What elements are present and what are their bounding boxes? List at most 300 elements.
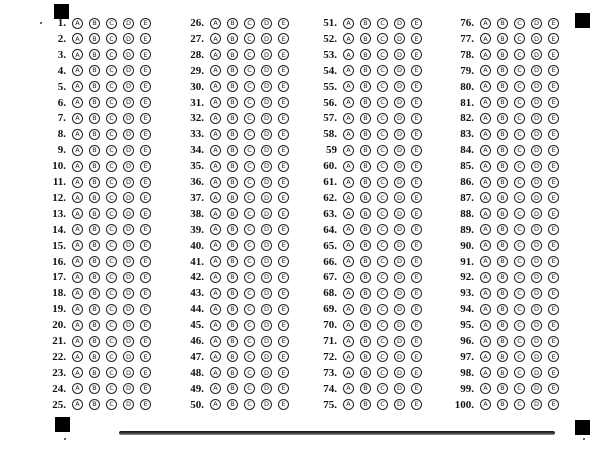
answer-bubble-e[interactable]: E <box>548 320 559 331</box>
answer-bubble-a[interactable]: A <box>343 272 354 283</box>
answer-bubble-a[interactable]: A <box>210 367 221 378</box>
answer-bubble-e[interactable]: E <box>411 256 422 267</box>
answer-bubble-b[interactable]: B <box>89 240 100 251</box>
answer-bubble-b[interactable]: B <box>89 145 100 156</box>
answer-bubble-a[interactable]: A <box>480 97 491 108</box>
answer-bubble-c[interactable]: C <box>244 208 255 219</box>
answer-bubble-d[interactable]: D <box>123 65 134 76</box>
answer-bubble-a[interactable]: A <box>480 161 491 172</box>
answer-bubble-b[interactable]: B <box>497 399 508 410</box>
answer-bubble-b[interactable]: B <box>227 129 238 140</box>
answer-bubble-b[interactable]: B <box>89 399 100 410</box>
answer-bubble-c[interactable]: C <box>514 208 525 219</box>
answer-bubble-a[interactable]: A <box>480 49 491 60</box>
answer-bubble-d[interactable]: D <box>531 177 542 188</box>
answer-bubble-d[interactable]: D <box>394 208 405 219</box>
answer-bubble-e[interactable]: E <box>411 113 422 124</box>
answer-bubble-b[interactable]: B <box>227 367 238 378</box>
answer-bubble-c[interactable]: C <box>377 320 388 331</box>
answer-bubble-b[interactable]: B <box>227 288 238 299</box>
answer-bubble-a[interactable]: A <box>210 49 221 60</box>
answer-bubble-d[interactable]: D <box>531 192 542 203</box>
answer-bubble-a[interactable]: A <box>72 272 83 283</box>
answer-bubble-c[interactable]: C <box>514 399 525 410</box>
answer-bubble-e[interactable]: E <box>140 383 151 394</box>
answer-bubble-e[interactable]: E <box>548 161 559 172</box>
answer-bubble-a[interactable]: A <box>343 304 354 315</box>
answer-bubble-e[interactable]: E <box>411 97 422 108</box>
answer-bubble-b[interactable]: B <box>227 320 238 331</box>
answer-bubble-d[interactable]: D <box>123 161 134 172</box>
answer-bubble-d[interactable]: D <box>261 81 272 92</box>
answer-bubble-e[interactable]: E <box>411 240 422 251</box>
answer-bubble-d[interactable]: D <box>531 129 542 140</box>
answer-bubble-c[interactable]: C <box>106 240 117 251</box>
answer-bubble-b[interactable]: B <box>89 18 100 29</box>
answer-bubble-c[interactable]: C <box>106 81 117 92</box>
answer-bubble-a[interactable]: A <box>72 161 83 172</box>
answer-bubble-d[interactable]: D <box>123 113 134 124</box>
answer-bubble-d[interactable]: D <box>123 177 134 188</box>
answer-bubble-d[interactable]: D <box>261 33 272 44</box>
answer-bubble-c[interactable]: C <box>106 177 117 188</box>
answer-bubble-d[interactable]: D <box>261 192 272 203</box>
answer-bubble-a[interactable]: A <box>343 288 354 299</box>
answer-bubble-a[interactable]: A <box>343 161 354 172</box>
answer-bubble-b[interactable]: B <box>360 192 371 203</box>
answer-bubble-d[interactable]: D <box>123 49 134 60</box>
answer-bubble-b[interactable]: B <box>497 224 508 235</box>
answer-bubble-e[interactable]: E <box>548 256 559 267</box>
answer-bubble-c[interactable]: C <box>106 336 117 347</box>
answer-bubble-d[interactable]: D <box>531 272 542 283</box>
answer-bubble-d[interactable]: D <box>261 49 272 60</box>
answer-bubble-b[interactable]: B <box>89 288 100 299</box>
answer-bubble-e[interactable]: E <box>140 97 151 108</box>
answer-bubble-e[interactable]: E <box>548 304 559 315</box>
answer-bubble-a[interactable]: A <box>480 383 491 394</box>
answer-bubble-a[interactable]: A <box>343 192 354 203</box>
answer-bubble-e[interactable]: E <box>278 81 289 92</box>
answer-bubble-d[interactable]: D <box>531 224 542 235</box>
answer-bubble-b[interactable]: B <box>497 288 508 299</box>
answer-bubble-e[interactable]: E <box>278 399 289 410</box>
answer-bubble-b[interactable]: B <box>497 65 508 76</box>
answer-bubble-d[interactable]: D <box>394 351 405 362</box>
answer-bubble-e[interactable]: E <box>411 351 422 362</box>
answer-bubble-c[interactable]: C <box>514 272 525 283</box>
answer-bubble-c[interactable]: C <box>514 97 525 108</box>
answer-bubble-c[interactable]: C <box>244 129 255 140</box>
answer-bubble-c[interactable]: C <box>514 65 525 76</box>
answer-bubble-d[interactable]: D <box>261 256 272 267</box>
answer-bubble-b[interactable]: B <box>227 383 238 394</box>
answer-bubble-e[interactable]: E <box>278 49 289 60</box>
answer-bubble-d[interactable]: D <box>531 81 542 92</box>
answer-bubble-a[interactable]: A <box>210 208 221 219</box>
answer-bubble-d[interactable]: D <box>394 49 405 60</box>
answer-bubble-e[interactable]: E <box>548 208 559 219</box>
answer-bubble-c[interactable]: C <box>244 81 255 92</box>
answer-bubble-d[interactable]: D <box>394 97 405 108</box>
answer-bubble-c[interactable]: C <box>514 161 525 172</box>
answer-bubble-b[interactable]: B <box>497 383 508 394</box>
answer-bubble-c[interactable]: C <box>377 161 388 172</box>
answer-bubble-b[interactable]: B <box>360 351 371 362</box>
answer-bubble-e[interactable]: E <box>140 224 151 235</box>
answer-bubble-e[interactable]: E <box>548 65 559 76</box>
answer-bubble-e[interactable]: E <box>140 208 151 219</box>
answer-bubble-a[interactable]: A <box>210 65 221 76</box>
answer-bubble-a[interactable]: A <box>72 49 83 60</box>
answer-bubble-c[interactable]: C <box>514 145 525 156</box>
answer-bubble-a[interactable]: A <box>210 272 221 283</box>
answer-bubble-a[interactable]: A <box>72 18 83 29</box>
answer-bubble-c[interactable]: C <box>244 192 255 203</box>
answer-bubble-a[interactable]: A <box>480 367 491 378</box>
answer-bubble-b[interactable]: B <box>89 33 100 44</box>
answer-bubble-c[interactable]: C <box>244 97 255 108</box>
answer-bubble-e[interactable]: E <box>140 33 151 44</box>
answer-bubble-a[interactable]: A <box>72 336 83 347</box>
answer-bubble-e[interactable]: E <box>548 33 559 44</box>
answer-bubble-c[interactable]: C <box>377 97 388 108</box>
answer-bubble-a[interactable]: A <box>480 272 491 283</box>
answer-bubble-e[interactable]: E <box>548 177 559 188</box>
answer-bubble-c[interactable]: C <box>106 113 117 124</box>
answer-bubble-b[interactable]: B <box>89 192 100 203</box>
answer-bubble-b[interactable]: B <box>227 145 238 156</box>
answer-bubble-b[interactable]: B <box>497 145 508 156</box>
answer-bubble-d[interactable]: D <box>394 113 405 124</box>
answer-bubble-d[interactable]: D <box>123 399 134 410</box>
answer-bubble-c[interactable]: C <box>244 18 255 29</box>
answer-bubble-a[interactable]: A <box>343 33 354 44</box>
answer-bubble-a[interactable]: A <box>210 97 221 108</box>
answer-bubble-c[interactable]: C <box>244 113 255 124</box>
answer-bubble-a[interactable]: A <box>72 383 83 394</box>
answer-bubble-c[interactable]: C <box>377 33 388 44</box>
answer-bubble-e[interactable]: E <box>411 33 422 44</box>
answer-bubble-c[interactable]: C <box>377 240 388 251</box>
answer-bubble-e[interactable]: E <box>278 18 289 29</box>
answer-bubble-e[interactable]: E <box>411 161 422 172</box>
answer-bubble-e[interactable]: E <box>140 192 151 203</box>
answer-bubble-e[interactable]: E <box>411 18 422 29</box>
answer-bubble-e[interactable]: E <box>278 65 289 76</box>
answer-bubble-e[interactable]: E <box>411 367 422 378</box>
answer-bubble-e[interactable]: E <box>411 192 422 203</box>
answer-bubble-e[interactable]: E <box>140 320 151 331</box>
answer-bubble-b[interactable]: B <box>89 49 100 60</box>
answer-bubble-d[interactable]: D <box>531 367 542 378</box>
answer-bubble-e[interactable]: E <box>140 177 151 188</box>
answer-bubble-d[interactable]: D <box>261 145 272 156</box>
answer-bubble-d[interactable]: D <box>531 399 542 410</box>
answer-bubble-a[interactable]: A <box>343 129 354 140</box>
answer-bubble-e[interactable]: E <box>278 367 289 378</box>
answer-bubble-d[interactable]: D <box>123 208 134 219</box>
answer-bubble-c[interactable]: C <box>377 224 388 235</box>
answer-bubble-c[interactable]: C <box>244 65 255 76</box>
answer-bubble-c[interactable]: C <box>377 256 388 267</box>
answer-bubble-c[interactable]: C <box>106 49 117 60</box>
answer-bubble-c[interactable]: C <box>106 145 117 156</box>
answer-bubble-a[interactable]: A <box>72 145 83 156</box>
answer-bubble-b[interactable]: B <box>89 351 100 362</box>
answer-bubble-e[interactable]: E <box>140 240 151 251</box>
answer-bubble-d[interactable]: D <box>394 33 405 44</box>
answer-bubble-e[interactable]: E <box>278 383 289 394</box>
answer-bubble-e[interactable]: E <box>278 256 289 267</box>
answer-bubble-e[interactable]: E <box>411 65 422 76</box>
answer-bubble-e[interactable]: E <box>411 272 422 283</box>
answer-bubble-d[interactable]: D <box>531 161 542 172</box>
answer-bubble-c[interactable]: C <box>244 33 255 44</box>
answer-bubble-a[interactable]: A <box>480 336 491 347</box>
answer-bubble-a[interactable]: A <box>210 177 221 188</box>
answer-bubble-b[interactable]: B <box>360 272 371 283</box>
answer-bubble-c[interactable]: C <box>106 224 117 235</box>
answer-bubble-d[interactable]: D <box>394 320 405 331</box>
answer-bubble-a[interactable]: A <box>480 65 491 76</box>
answer-bubble-e[interactable]: E <box>278 177 289 188</box>
answer-bubble-b[interactable]: B <box>227 208 238 219</box>
answer-bubble-d[interactable]: D <box>394 192 405 203</box>
answer-bubble-b[interactable]: B <box>360 336 371 347</box>
answer-bubble-a[interactable]: A <box>343 351 354 362</box>
answer-bubble-e[interactable]: E <box>278 224 289 235</box>
answer-bubble-b[interactable]: B <box>227 33 238 44</box>
answer-bubble-c[interactable]: C <box>244 256 255 267</box>
answer-bubble-b[interactable]: B <box>227 161 238 172</box>
answer-bubble-d[interactable]: D <box>123 33 134 44</box>
answer-bubble-b[interactable]: B <box>360 97 371 108</box>
answer-bubble-d[interactable]: D <box>531 256 542 267</box>
answer-bubble-b[interactable]: B <box>497 272 508 283</box>
answer-bubble-a[interactable]: A <box>210 383 221 394</box>
answer-bubble-e[interactable]: E <box>548 224 559 235</box>
answer-bubble-b[interactable]: B <box>360 399 371 410</box>
answer-bubble-b[interactable]: B <box>89 383 100 394</box>
answer-bubble-d[interactable]: D <box>394 399 405 410</box>
answer-bubble-e[interactable]: E <box>411 129 422 140</box>
answer-bubble-b[interactable]: B <box>497 81 508 92</box>
answer-bubble-a[interactable]: A <box>210 129 221 140</box>
answer-bubble-b[interactable]: B <box>227 81 238 92</box>
answer-bubble-c[interactable]: C <box>377 177 388 188</box>
answer-bubble-e[interactable]: E <box>140 351 151 362</box>
answer-bubble-e[interactable]: E <box>278 161 289 172</box>
answer-bubble-e[interactable]: E <box>140 145 151 156</box>
answer-bubble-b[interactable]: B <box>497 320 508 331</box>
answer-bubble-e[interactable]: E <box>411 399 422 410</box>
answer-bubble-d[interactable]: D <box>123 129 134 140</box>
answer-bubble-e[interactable]: E <box>278 129 289 140</box>
answer-bubble-b[interactable]: B <box>227 192 238 203</box>
answer-bubble-a[interactable]: A <box>210 288 221 299</box>
answer-bubble-d[interactable]: D <box>531 145 542 156</box>
answer-bubble-a[interactable]: A <box>210 256 221 267</box>
answer-bubble-a[interactable]: A <box>343 113 354 124</box>
answer-bubble-b[interactable]: B <box>497 256 508 267</box>
answer-bubble-b[interactable]: B <box>227 272 238 283</box>
answer-bubble-b[interactable]: B <box>89 177 100 188</box>
answer-bubble-b[interactable]: B <box>497 304 508 315</box>
answer-bubble-a[interactable]: A <box>210 320 221 331</box>
answer-bubble-e[interactable]: E <box>278 145 289 156</box>
answer-bubble-a[interactable]: A <box>210 192 221 203</box>
answer-bubble-a[interactable]: A <box>210 240 221 251</box>
answer-bubble-a[interactable]: A <box>343 224 354 235</box>
answer-bubble-c[interactable]: C <box>377 145 388 156</box>
answer-bubble-a[interactable]: A <box>72 240 83 251</box>
answer-bubble-c[interactable]: C <box>377 272 388 283</box>
answer-bubble-a[interactable]: A <box>343 336 354 347</box>
answer-bubble-d[interactable]: D <box>261 208 272 219</box>
answer-bubble-c[interactable]: C <box>244 367 255 378</box>
answer-bubble-b[interactable]: B <box>497 113 508 124</box>
answer-bubble-b[interactable]: B <box>360 113 371 124</box>
answer-bubble-c[interactable]: C <box>514 177 525 188</box>
answer-bubble-a[interactable]: A <box>343 383 354 394</box>
answer-bubble-d[interactable]: D <box>394 304 405 315</box>
answer-bubble-a[interactable]: A <box>480 351 491 362</box>
answer-bubble-d[interactable]: D <box>261 161 272 172</box>
answer-bubble-c[interactable]: C <box>377 65 388 76</box>
answer-bubble-d[interactable]: D <box>123 240 134 251</box>
answer-bubble-e[interactable]: E <box>411 145 422 156</box>
answer-bubble-a[interactable]: A <box>480 81 491 92</box>
answer-bubble-e[interactable]: E <box>278 113 289 124</box>
answer-bubble-b[interactable]: B <box>360 383 371 394</box>
answer-bubble-c[interactable]: C <box>377 129 388 140</box>
answer-bubble-d[interactable]: D <box>261 399 272 410</box>
answer-bubble-b[interactable]: B <box>89 113 100 124</box>
answer-bubble-e[interactable]: E <box>548 145 559 156</box>
answer-bubble-e[interactable]: E <box>411 224 422 235</box>
answer-bubble-d[interactable]: D <box>531 113 542 124</box>
answer-bubble-d[interactable]: D <box>394 18 405 29</box>
answer-bubble-a[interactable]: A <box>480 224 491 235</box>
answer-bubble-a[interactable]: A <box>72 208 83 219</box>
answer-bubble-a[interactable]: A <box>72 81 83 92</box>
answer-bubble-c[interactable]: C <box>377 336 388 347</box>
answer-bubble-a[interactable]: A <box>210 351 221 362</box>
answer-bubble-a[interactable]: A <box>72 177 83 188</box>
answer-bubble-e[interactable]: E <box>278 208 289 219</box>
answer-bubble-b[interactable]: B <box>227 113 238 124</box>
answer-bubble-c[interactable]: C <box>377 113 388 124</box>
answer-bubble-d[interactable]: D <box>394 272 405 283</box>
answer-bubble-c[interactable]: C <box>514 81 525 92</box>
answer-bubble-c[interactable]: C <box>244 383 255 394</box>
answer-bubble-c[interactable]: C <box>514 320 525 331</box>
answer-bubble-d[interactable]: D <box>123 367 134 378</box>
answer-bubble-b[interactable]: B <box>360 240 371 251</box>
answer-bubble-d[interactable]: D <box>123 18 134 29</box>
answer-bubble-a[interactable]: A <box>72 129 83 140</box>
answer-bubble-c[interactable]: C <box>514 192 525 203</box>
answer-bubble-b[interactable]: B <box>227 351 238 362</box>
answer-bubble-c[interactable]: C <box>244 145 255 156</box>
answer-bubble-b[interactable]: B <box>89 81 100 92</box>
answer-bubble-b[interactable]: B <box>227 256 238 267</box>
answer-bubble-b[interactable]: B <box>227 336 238 347</box>
answer-bubble-b[interactable]: B <box>360 304 371 315</box>
answer-bubble-e[interactable]: E <box>411 320 422 331</box>
answer-bubble-e[interactable]: E <box>140 113 151 124</box>
answer-bubble-a[interactable]: A <box>480 399 491 410</box>
answer-bubble-c[interactable]: C <box>514 129 525 140</box>
answer-bubble-c[interactable]: C <box>514 224 525 235</box>
answer-bubble-e[interactable]: E <box>548 192 559 203</box>
answer-bubble-b[interactable]: B <box>497 208 508 219</box>
answer-bubble-d[interactable]: D <box>531 320 542 331</box>
answer-bubble-b[interactable]: B <box>89 304 100 315</box>
answer-bubble-e[interactable]: E <box>411 383 422 394</box>
answer-bubble-b[interactable]: B <box>227 65 238 76</box>
answer-bubble-c[interactable]: C <box>106 399 117 410</box>
answer-bubble-b[interactable]: B <box>360 256 371 267</box>
answer-bubble-b[interactable]: B <box>360 208 371 219</box>
answer-bubble-c[interactable]: C <box>244 240 255 251</box>
answer-bubble-c[interactable]: C <box>106 208 117 219</box>
answer-bubble-a[interactable]: A <box>210 336 221 347</box>
answer-bubble-a[interactable]: A <box>210 161 221 172</box>
answer-bubble-b[interactable]: B <box>89 256 100 267</box>
answer-bubble-b[interactable]: B <box>497 351 508 362</box>
answer-bubble-c[interactable]: C <box>106 161 117 172</box>
answer-bubble-e[interactable]: E <box>140 367 151 378</box>
answer-bubble-d[interactable]: D <box>123 224 134 235</box>
answer-bubble-a[interactable]: A <box>480 33 491 44</box>
answer-bubble-a[interactable]: A <box>72 33 83 44</box>
answer-bubble-b[interactable]: B <box>227 240 238 251</box>
answer-bubble-a[interactable]: A <box>480 288 491 299</box>
answer-bubble-b[interactable]: B <box>227 49 238 60</box>
answer-bubble-c[interactable]: C <box>377 49 388 60</box>
answer-bubble-d[interactable]: D <box>123 336 134 347</box>
answer-bubble-c[interactable]: C <box>377 399 388 410</box>
answer-bubble-c[interactable]: C <box>244 272 255 283</box>
answer-bubble-b[interactable]: B <box>227 97 238 108</box>
answer-bubble-c[interactable]: C <box>106 18 117 29</box>
answer-bubble-d[interactable]: D <box>261 288 272 299</box>
answer-bubble-a[interactable]: A <box>72 399 83 410</box>
answer-bubble-d[interactable]: D <box>261 367 272 378</box>
answer-bubble-b[interactable]: B <box>227 177 238 188</box>
answer-bubble-b[interactable]: B <box>89 129 100 140</box>
answer-bubble-c[interactable]: C <box>377 208 388 219</box>
answer-bubble-e[interactable]: E <box>140 81 151 92</box>
answer-bubble-c[interactable]: C <box>106 367 117 378</box>
answer-bubble-e[interactable]: E <box>278 336 289 347</box>
answer-bubble-d[interactable]: D <box>531 336 542 347</box>
answer-bubble-e[interactable]: E <box>548 240 559 251</box>
answer-bubble-c[interactable]: C <box>514 336 525 347</box>
answer-bubble-d[interactable]: D <box>123 304 134 315</box>
answer-bubble-c[interactable]: C <box>514 351 525 362</box>
answer-bubble-b[interactable]: B <box>89 97 100 108</box>
answer-bubble-d[interactable]: D <box>394 145 405 156</box>
answer-bubble-c[interactable]: C <box>514 113 525 124</box>
answer-bubble-d[interactable]: D <box>394 336 405 347</box>
answer-bubble-a[interactable]: A <box>72 367 83 378</box>
answer-bubble-a[interactable]: A <box>72 65 83 76</box>
answer-bubble-c[interactable]: C <box>514 18 525 29</box>
answer-bubble-a[interactable]: A <box>480 240 491 251</box>
